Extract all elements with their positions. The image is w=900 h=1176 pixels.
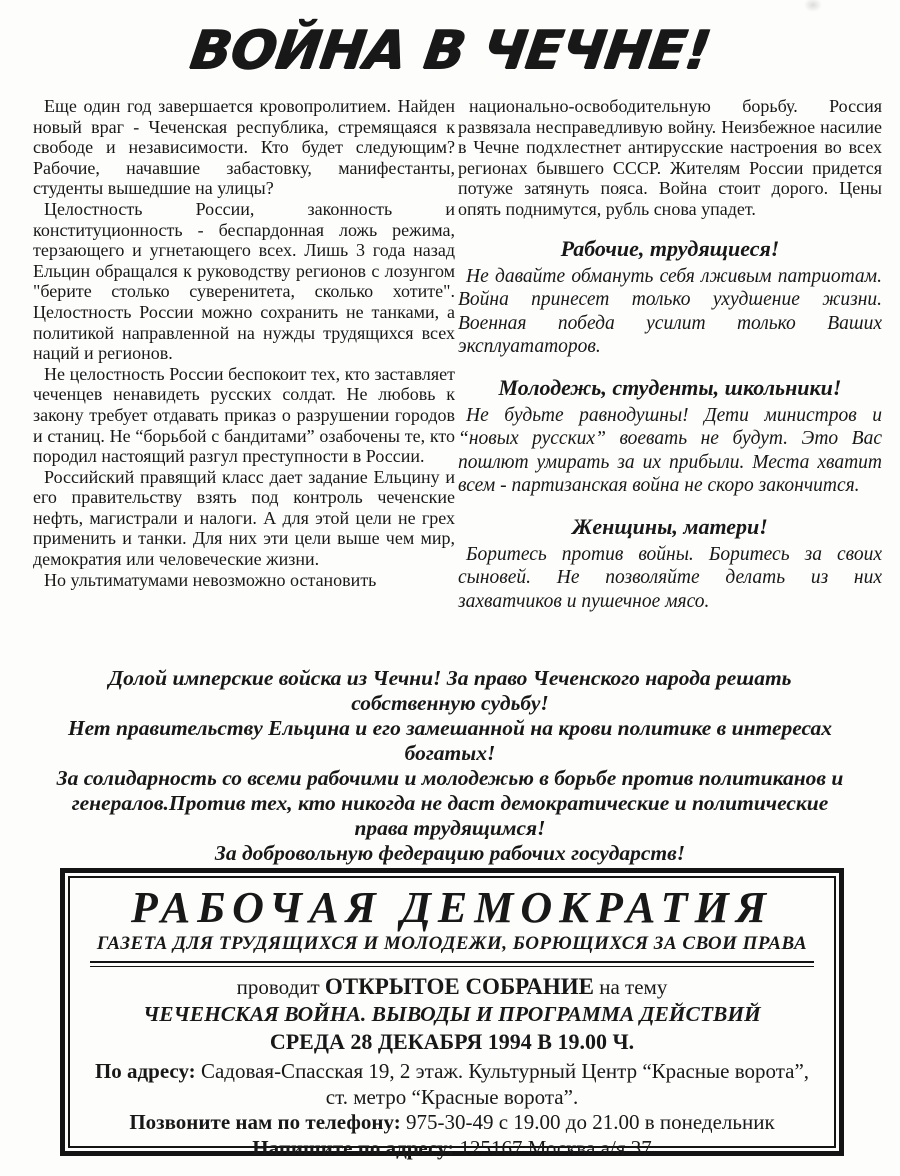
paragraph: Не целостность России беспокоит тех, кто заставляет чеченцев ненавидеть русских солдат. Не любовь к закону требует отдавать приказ о разрушении городов и станиц. Не “борьбой с бандитами” озабочены те, кто породил настоящий разгул преступности в России. bbox=[33, 363, 455, 467]
slogan: За солидарность со всеми рабочими и молодежью в борьбе против политиканов и генералов.Против тех, кто никогда не даст демократические и политические права трудящимся! bbox=[56, 766, 844, 840]
phone-text: 975-30-49 с 19.00 до 21.00 в понедельник bbox=[400, 1110, 775, 1134]
appeal-text: Боритесь против войны. Боритесь за своих сыновей. Не позволяйте делать из них захватчиков и пушечное мясо. bbox=[458, 543, 882, 612]
mail-label: Напишите по адресу: bbox=[252, 1135, 455, 1160]
appeal-heading-youth: Молодежь, студенты, школьники! bbox=[498, 374, 842, 400]
divider-rule bbox=[90, 961, 814, 967]
paragraph: Но ультиматумами невозможно остановить bbox=[44, 569, 377, 590]
meeting-topic: ЧЕЧЕНСКАЯ ВОЙНА. ВЫВОДЫ И ПРОГРАММА ДЕЙСТВИЙ bbox=[143, 1002, 761, 1026]
meeting-line bbox=[84, 974, 820, 1000]
address-label: По адресу: bbox=[94, 1059, 196, 1083]
meeting-post: на тему bbox=[594, 975, 668, 999]
address-text: Садовая-Спасская 19, 2 этаж. Культурный Центр “Красные ворота”, ст. метро “Красные ворота”. bbox=[195, 1059, 810, 1109]
announcement-box-inner bbox=[68, 876, 836, 1160]
slogan: Нет правительству Ельцина и его замешанной на крови политике в интересах богатых! bbox=[67, 716, 833, 765]
announcement-box bbox=[60, 868, 844, 1160]
mail-line bbox=[84, 1136, 820, 1162]
appeal-heading-workers: Рабочие, трудящиеся! bbox=[560, 235, 780, 261]
phone-line bbox=[84, 1110, 820, 1136]
address-line bbox=[84, 1059, 820, 1110]
slogan: За добровольную федерацию рабочих государств! bbox=[214, 841, 686, 865]
newspaper-masthead: РАБОЧАЯ ДЕМОКРАТИЯ bbox=[130, 883, 774, 932]
appeal-heading-women: Женщины, матери! bbox=[572, 513, 768, 539]
appeal-text: Не будьте равнодушны! Дети министров и “новых русских” воевать не будут. Это Вас пошлют умирать за их прибыли. Места хватит всем - партизанская война не скоро закончится. bbox=[458, 404, 882, 497]
paragraph: Российский правящий класс дает задание Ельцину и его правительству взять под контроль чеченские нефть, магистрали и налоги. А для этой цели не грех применить и танки. Для них эти цели выше чем мир, демократия или человеческие жизни. bbox=[33, 466, 455, 570]
mail-text: 125167 Москва а/я 37 bbox=[454, 1135, 652, 1160]
phone-label: Позвоните нам по телефону: bbox=[129, 1110, 401, 1134]
newspaper-subtitle: ГАЗЕТА ДЛЯ ТРУДЯЩИХСЯ И МОЛОДЕЖИ, БОРЮЩИХСЯ ЗА СВОИ ПРАВА bbox=[96, 933, 808, 954]
meeting-datetime: СРЕДА 28 ДЕКАБРЯ 1994 В 19.00 Ч. bbox=[269, 1029, 635, 1054]
page-title: ВОЙНА В ЧЕЧНЕ! bbox=[186, 20, 714, 81]
right-column bbox=[458, 96, 882, 613]
meeting-emphasis: ОТКРЫТОЕ СОБРАНИЕ bbox=[324, 974, 594, 999]
left-column bbox=[33, 96, 455, 590]
paragraph: Целостность России, законность и конституционность - беспардонная ложь режима, терзающего и угнетающего всех. Лишь 3 года назад Ельцин обращался к руководству регионов с лозунгом "берите столько суверенитета, сколько хотите". Целостность России можно сохранить не танками, а политикой направленной на нужды трудящихся всех наций и регионов. bbox=[33, 198, 455, 364]
slogans-block bbox=[50, 666, 850, 866]
slogan: Долой имперские войска из Чечни! За право Чеченского народа решать собственную судьбу! bbox=[108, 666, 792, 715]
paragraph: национально-освободительную борьбу. Россия развязала несправедливую войну. Неизбежное насилие в Чечне подхлестнет антирусские настроения во всех регионах бывшего СССР. Жителям России придется потуже затянуть пояса. Война стоит дорого. Цены опять поднимутся, рубль снова упадет. bbox=[458, 96, 882, 219]
scan-smudge bbox=[804, 0, 822, 12]
meeting-pre: проводит bbox=[236, 975, 325, 999]
appeal-text: Не давайте обмануть себя лживым патриотам. Война принесет только ухудшение жизни. Военная победа усилит только Ваших эксплуататоров. bbox=[458, 265, 882, 358]
paragraph: Еще один год завершается кровопролитием. Найден новый враг - Чеченская республика, стремящаяся к свободе и независимости. Кто будет следующим? Рабочие, начавшие забастовку, манифестанты, студенты вышедшие на улицы? bbox=[33, 96, 455, 199]
